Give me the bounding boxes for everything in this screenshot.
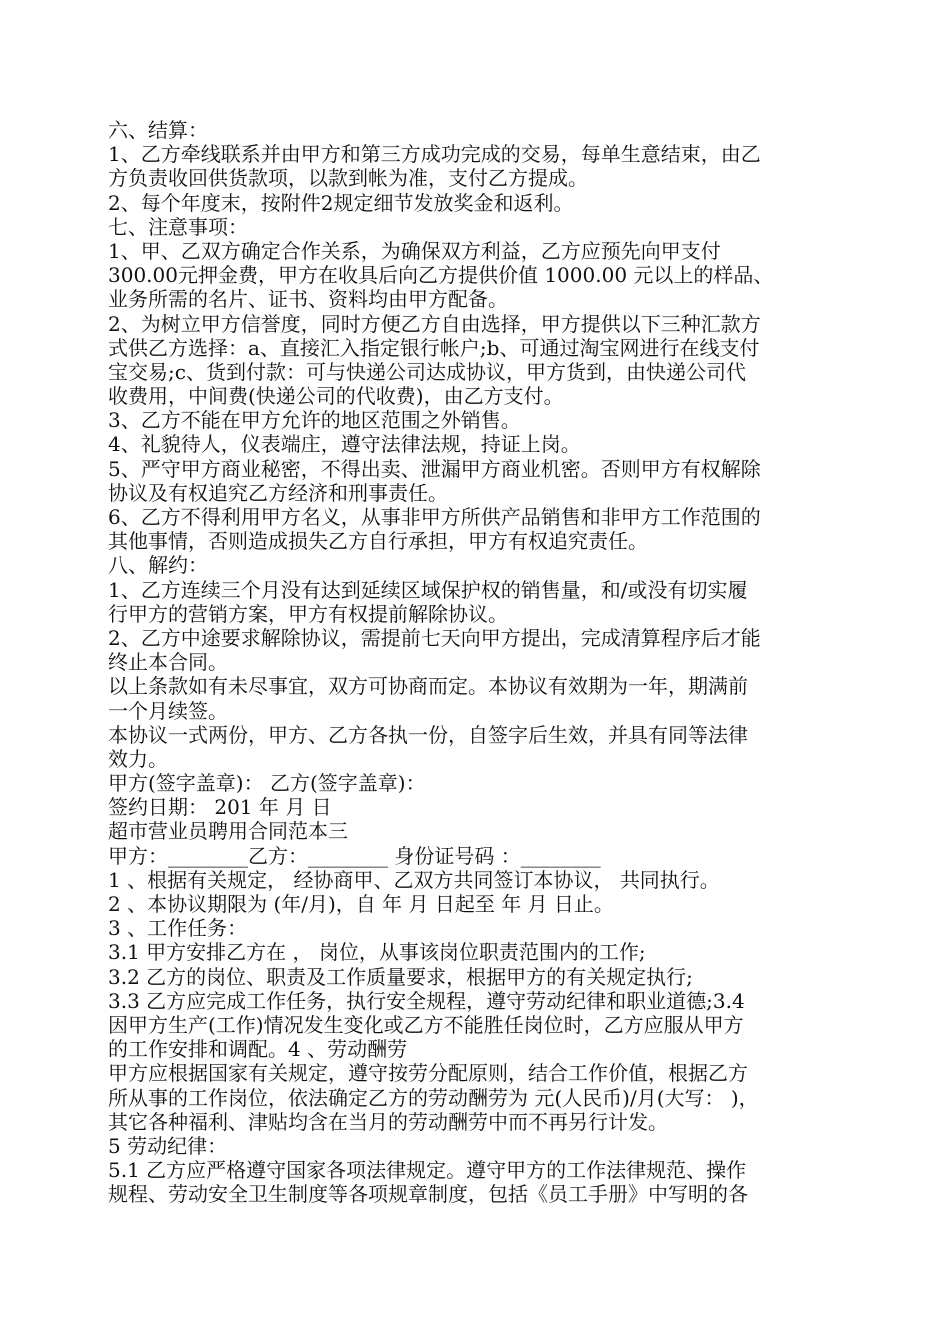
paragraph-line: 3.2 乙方的岗位、职责及工作质量要求，根据甲方的有关规定执行;: [108, 964, 693, 989]
paragraph-line: 协议及有权追究乙方经济和刑事责任。: [108, 480, 448, 505]
paragraph-line: 2 、本协议期限为 (年/月)，自 年 月 日起至 年 月 日止。: [108, 892, 614, 916]
paragraph-line: 以上条款如有未尽事宜，双方可协商而定。本协议有效期为一年，期满前: [108, 674, 748, 699]
paragraph-line: 行甲方的营销方案，甲方有权提前解除协议。: [108, 601, 508, 626]
paragraph-line: 终止本合同。: [108, 650, 228, 675]
paragraph-line: 本协议一式两份，甲方、乙方各执一份，自签字后生效，并具有同等法律: [108, 722, 748, 747]
paragraph-line: 收费用，中间费(快递公司的代收费)，由乙方支付。: [108, 384, 564, 409]
paragraph-line: 因甲方生产(工作)情况发生变化或乙方不能胜任岗位时，乙方应服从甲方: [108, 1012, 744, 1037]
paragraph-line: 2、为树立甲方信誉度，同时方便乙方自由选择，甲方提供以下三种汇款方: [108, 311, 761, 336]
section-heading-termination: 八、解约：: [108, 553, 208, 578]
contract-title: 超市营业员聘用合同范本三: [108, 819, 348, 844]
paragraph-line: 其他事情，否则造成损失乙方自行承担，甲方有权追究责任。: [108, 529, 648, 554]
paragraph-line: 所从事的工作岗位，依法确定乙方的劳动酬劳为 元(人民币)/月(大写： )，: [108, 1085, 759, 1110]
paragraph-line: 一个月续签。: [108, 698, 228, 723]
section-heading-settlement: 六、结算：: [108, 118, 208, 142]
section-heading-work-tasks: 3 、工作任务：: [108, 916, 248, 941]
parties-line: 甲方：________乙方：________ 身份证号码 ：________: [108, 843, 601, 868]
paragraph-line: 6、乙方不得利用甲方名义，从事非甲方所供产品销售和非甲方工作范围的: [108, 505, 761, 529]
paragraph-line: 方负责收回供货款项，以款到帐为准，支付乙方提成。: [108, 166, 588, 191]
paragraph-line: 式供乙方选择：a、直接汇入指定银行帐户;b、可通过淘宝网进行在线支付: [108, 335, 760, 360]
paragraph-line: 3、乙方不能在甲方允许的地区范围之外销售。: [108, 408, 521, 433]
paragraph-line: 1 、根据有关规定， 经协商甲、乙双方共同签订本协议， 共同执行。: [108, 867, 720, 892]
paragraph-line: 3.3 乙方应完成工作任务，执行安全规程，遵守劳动纪律和职业道德;3.4: [108, 988, 745, 1013]
paragraph-line: 的工作安排和调配。4 、劳动酬劳: [108, 1037, 408, 1062]
paragraph-line: 5、严守甲方商业秘密，不得出卖、泄漏甲方商业机密。否则甲方有权解除: [108, 456, 761, 481]
paragraph-line: 4、礼貌待人，仪表端庄，遵守法律法规，持证上岗。: [108, 432, 581, 457]
paragraph-line: 3.1 甲方安排乙方在 ， 岗位，从事该岗位职责范围内的工作;: [108, 940, 646, 965]
section-heading-labor-discipline: 5 劳动纪律：: [108, 1133, 228, 1158]
paragraph-line: 1、甲、乙双方确定合作关系，为确保双方利益，乙方应预先向甲支付: [108, 238, 721, 263]
signature-line: 甲方(签字盖章)： 乙方(签字盖章)：: [108, 771, 426, 796]
paragraph-line: 1、乙方连续三个月没有达到延续区域保护权的销售量，和/或没有切实履: [108, 577, 748, 602]
document-body: [108, 118, 848, 1206]
paragraph-line: 业务所需的名片、证书、资料均由甲方配备。: [108, 287, 508, 312]
paragraph-line: 宝交易;c、货到付款：可与快递公司达成协议，甲方货到，由快递公司代: [108, 359, 746, 384]
paragraph-line: 规程、劳动安全卫生制度等各项规章制度，包括《员工手册》中写明的各: [108, 1182, 748, 1207]
paragraph-line: 甲方应根据国家有关规定，遵守按劳分配原则，结合工作价值，根据乙方: [108, 1061, 748, 1086]
paragraph-line: 5.1 乙方应严格遵守国家各项法律规定。遵守甲方的工作法律规范、操作: [108, 1158, 747, 1183]
signing-date-line: 签约日期： 201 年 月 日: [108, 795, 332, 820]
paragraph-line: 300.00元押金费，甲方在收具后向乙方提供价值 1000.00 元以上的样品、: [108, 263, 774, 288]
paragraph-line: 2、乙方中途要求解除协议，需提前七天向甲方提出，完成清算程序后才能: [108, 625, 761, 650]
paragraph-line: 2、每个年度末，按附件2规定细节发放奖金和返利。: [108, 190, 574, 215]
paragraph-line: 其它各种福利、津贴均含在当月的劳动酬劳中而不再另行计发。: [108, 1109, 668, 1134]
section-heading-notes: 七、注意事项：: [108, 214, 248, 239]
paragraph-line: 效力。: [108, 746, 168, 771]
paragraph-line: 1、乙方牵线联系并由甲方和第三方成功完成的交易，每单生意结束，由乙: [108, 142, 761, 167]
